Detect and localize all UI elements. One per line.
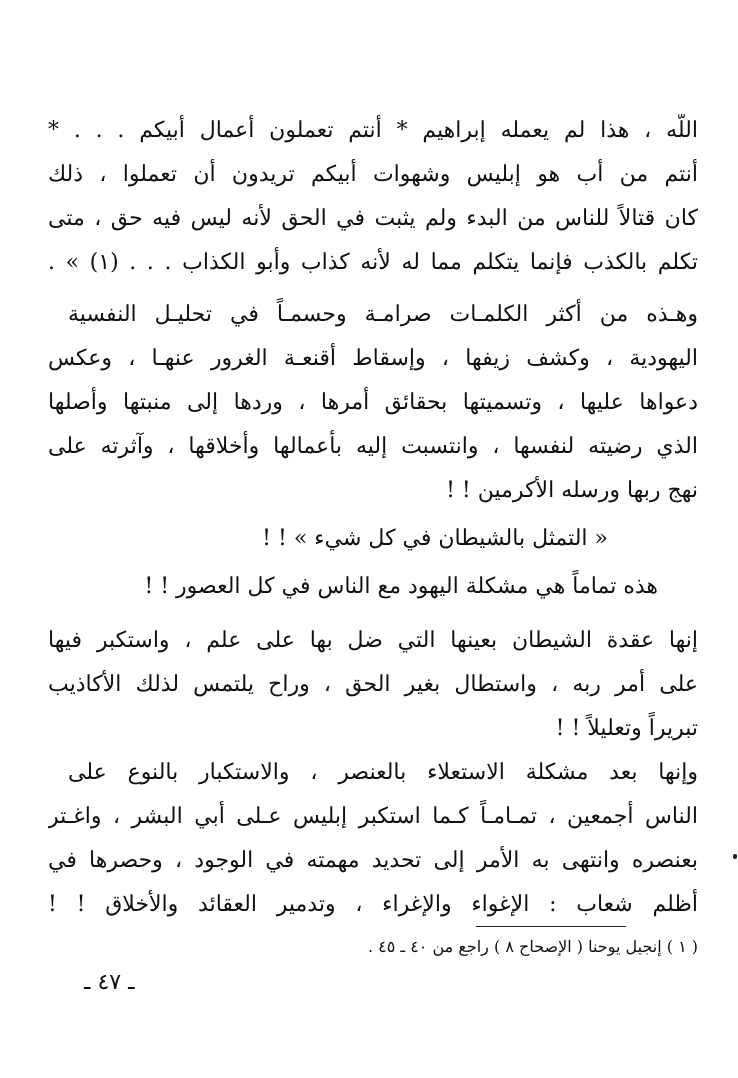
quote-line: « التمثل بالشيطان في كل شيء » ! ! [262, 526, 608, 551]
text-line-15: وإنها بعد مشكلة الاستعلاء بالعنصر ، والاستكبار بالنوع على [68, 760, 698, 785]
text-line-7: دعواها عليها ، وتسميتها بحقائق أمرها ، وردها إلى منبتها وأصلها [48, 390, 698, 415]
text-line-14: تبريراً وتعليلاً ! ! [555, 716, 698, 741]
scan-mark [733, 854, 737, 859]
text-line-12: إنها عقدة الشيطان بعينها التي ضل بها على علم ، واستكبر فيها [48, 628, 698, 653]
text-line-4: تكلم بالكذب فإنما يتكلم مما له لأنه كذاب وأبو الكذاب . . . (١) » . [48, 250, 698, 275]
footnote-divider [476, 926, 626, 927]
text-line-17: بعنصره وانتهى به الأمر إلى تحديد مهمته في الوجود ، وحصرها في [48, 848, 698, 873]
text-line-1: اللّه ، هذا لم يعمله إبراهيم * أنتم تعملون أعمال أبيكم . . . * [48, 118, 698, 143]
text-line-11: هذه تماماً هي مشكلة اليهود مع الناس في كل العصور ! ! [144, 574, 658, 599]
text-line-16: الناس أجمعين ، تمـامـاً كـما استكبر إبليس عـلى أبي البشر ، واغـتر [48, 804, 698, 829]
text-line-5: وهـذه من أكثر الكلمـات صرامـة وحسمـاً في تحليـل النفسية [68, 302, 698, 327]
footnote: ( ١ ) إنجيل يوحنا ( الإصحاح ٨ ) راجع من ٤٠ ـ ٤٥ . [367, 937, 698, 956]
text-line-2: أنتم من أب هو إبليس وشهوات أبيكم تريدون أن تعملوا ، ذلك [48, 162, 698, 187]
text-line-6: اليهودية ، وكشف زيفها ، وإسقاط أقنعـة الغرور عنهـا ، وعكس [48, 346, 698, 371]
text-line-13: على أمر ربه ، واستطال بغير الحق ، وراح يلتمس لذلك الأكاذيب [48, 672, 698, 697]
text-line-8: الذي رضيته لنفسها ، وانتسبت إليه بأعمالها وأخلاقها ، وآثرته على [48, 434, 698, 459]
text-line-9: نهج ربها ورسله الأكرمين ! ! [446, 478, 698, 503]
text-line-18: أظلم شعاب : الإغواء والإغراء ، وتدمير العقائد والأخلاق ! ! [48, 892, 698, 917]
page-number: ـ ٤٧ ـ [84, 970, 135, 995]
text-line-3: كان قتالاً للناس من البدء ولم يثبت في الحق لأنه ليس فيه حق ، متى [48, 206, 698, 231]
